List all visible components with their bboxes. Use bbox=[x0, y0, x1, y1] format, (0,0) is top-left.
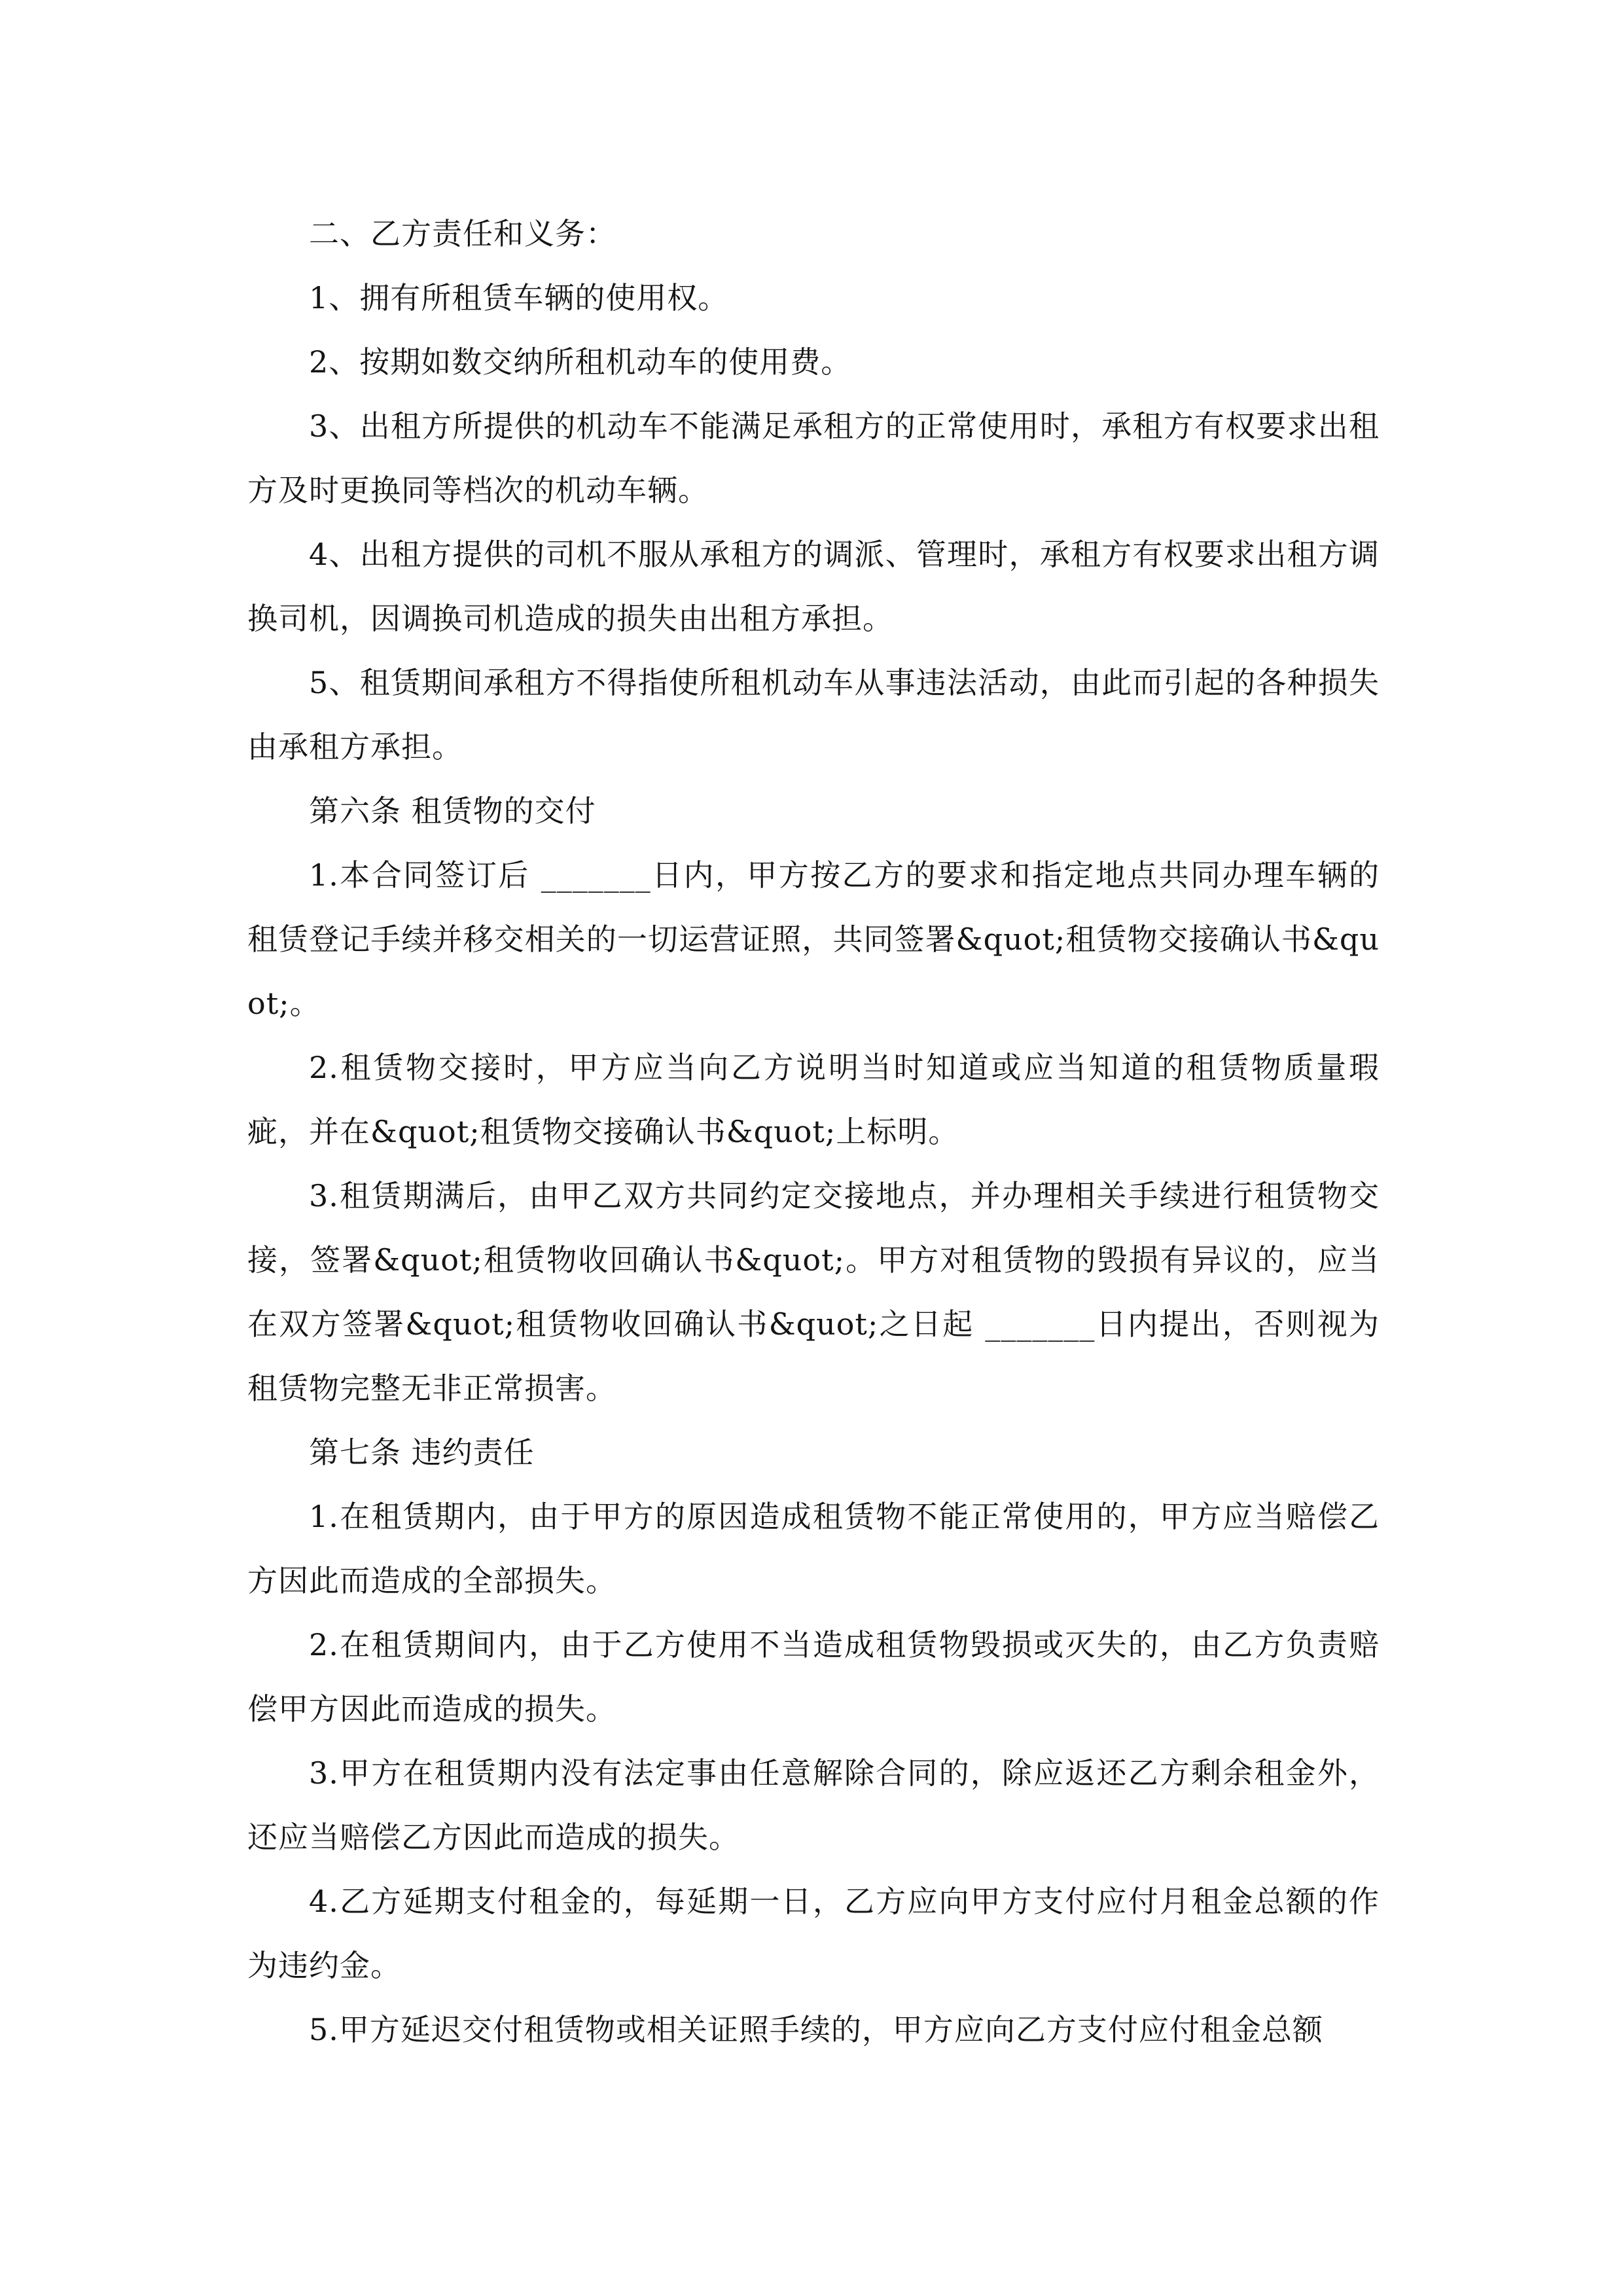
section-heading-party-b-duties: 二、乙方责任和义务： bbox=[309, 216, 616, 251]
paragraph-b-3: 3、出租方所提供的机动车不能满足承租方的正常使用时，承租方有权要求出租方及时更换同等档次的机动车辆。 bbox=[247, 408, 1380, 508]
article-7-heading: 第七条 违约责任 bbox=[309, 1435, 535, 1470]
paragraph-b-5: 5、租赁期间承租方不得指使所租机动车从事违法活动，由此而引起的各种损失由承租方承担。 bbox=[247, 665, 1380, 764]
article-7-clause-3: 3.甲方在租赁期内没有法定事由任意解除合同的，除应返还乙方剩余租金外，还应当赔偿乙方因此而造成的损失。 bbox=[247, 1755, 1380, 1855]
article-6-clause-1: 1.本合同签订后 _______日内，甲方按乙方的要求和指定地点共同办理车辆的租赁登记手续并移交相关的一切运营证照，共同签署&quot;租赁物交接确认书&quot;。 bbox=[247, 857, 1380, 1021]
paragraph-b-1: 1、拥有所租赁车辆的使用权。 bbox=[309, 280, 729, 315]
article-6-clause-3: 3.租赁期满后，由甲乙双方共同约定交接地点，并办理相关手续进行租赁物交接，签署&quot;租赁物收回确认书&quot;。甲方对租赁物的毁损有异议的，应当在双方签署&quot;租赁物收回确认书&quot;之日起 _______日内提出，否则视为租赁物完整无非正常损害。 bbox=[247, 1178, 1380, 1406]
paragraph-b-2: 2、按期如数交纳所租机动车的使用费。 bbox=[309, 344, 852, 380]
article-7-clause-2: 2.在租赁期间内，由于乙方使用不当造成租赁物毁损或灭失的，由乙方负责赔偿甲方因此而造成的损失。 bbox=[247, 1627, 1380, 1727]
article-6-clause-2: 2.租赁物交接时，甲方应当向乙方说明当时知道或应当知道的租赁物质量瑕疵，并在&quot;租赁物交接确认书&quot;上标明。 bbox=[247, 1050, 1380, 1149]
article-7-clause-4: 4.乙方延期支付租金的，每延期一日，乙方应向甲方支付应付月租金总额的作为违约金。 bbox=[247, 1884, 1380, 1983]
article-7-clause-1: 1.在租赁期内，由于甲方的原因造成租赁物不能正常使用的，甲方应当赔偿乙方因此而造成的全部损失。 bbox=[247, 1499, 1380, 1598]
paragraph-b-4: 4、出租方提供的司机不服从承租方的调派、管理时，承租方有权要求出租方调换司机，因调换司机造成的损失由出租方承担。 bbox=[247, 537, 1380, 636]
article-6-heading: 第六条 租赁物的交付 bbox=[309, 793, 596, 829]
document-body bbox=[247, 202, 1380, 2062]
article-7-clause-5: 5.甲方延迟交付租赁物或相关证照手续的，甲方应向乙方支付应付租金总额 bbox=[309, 2012, 1323, 2047]
